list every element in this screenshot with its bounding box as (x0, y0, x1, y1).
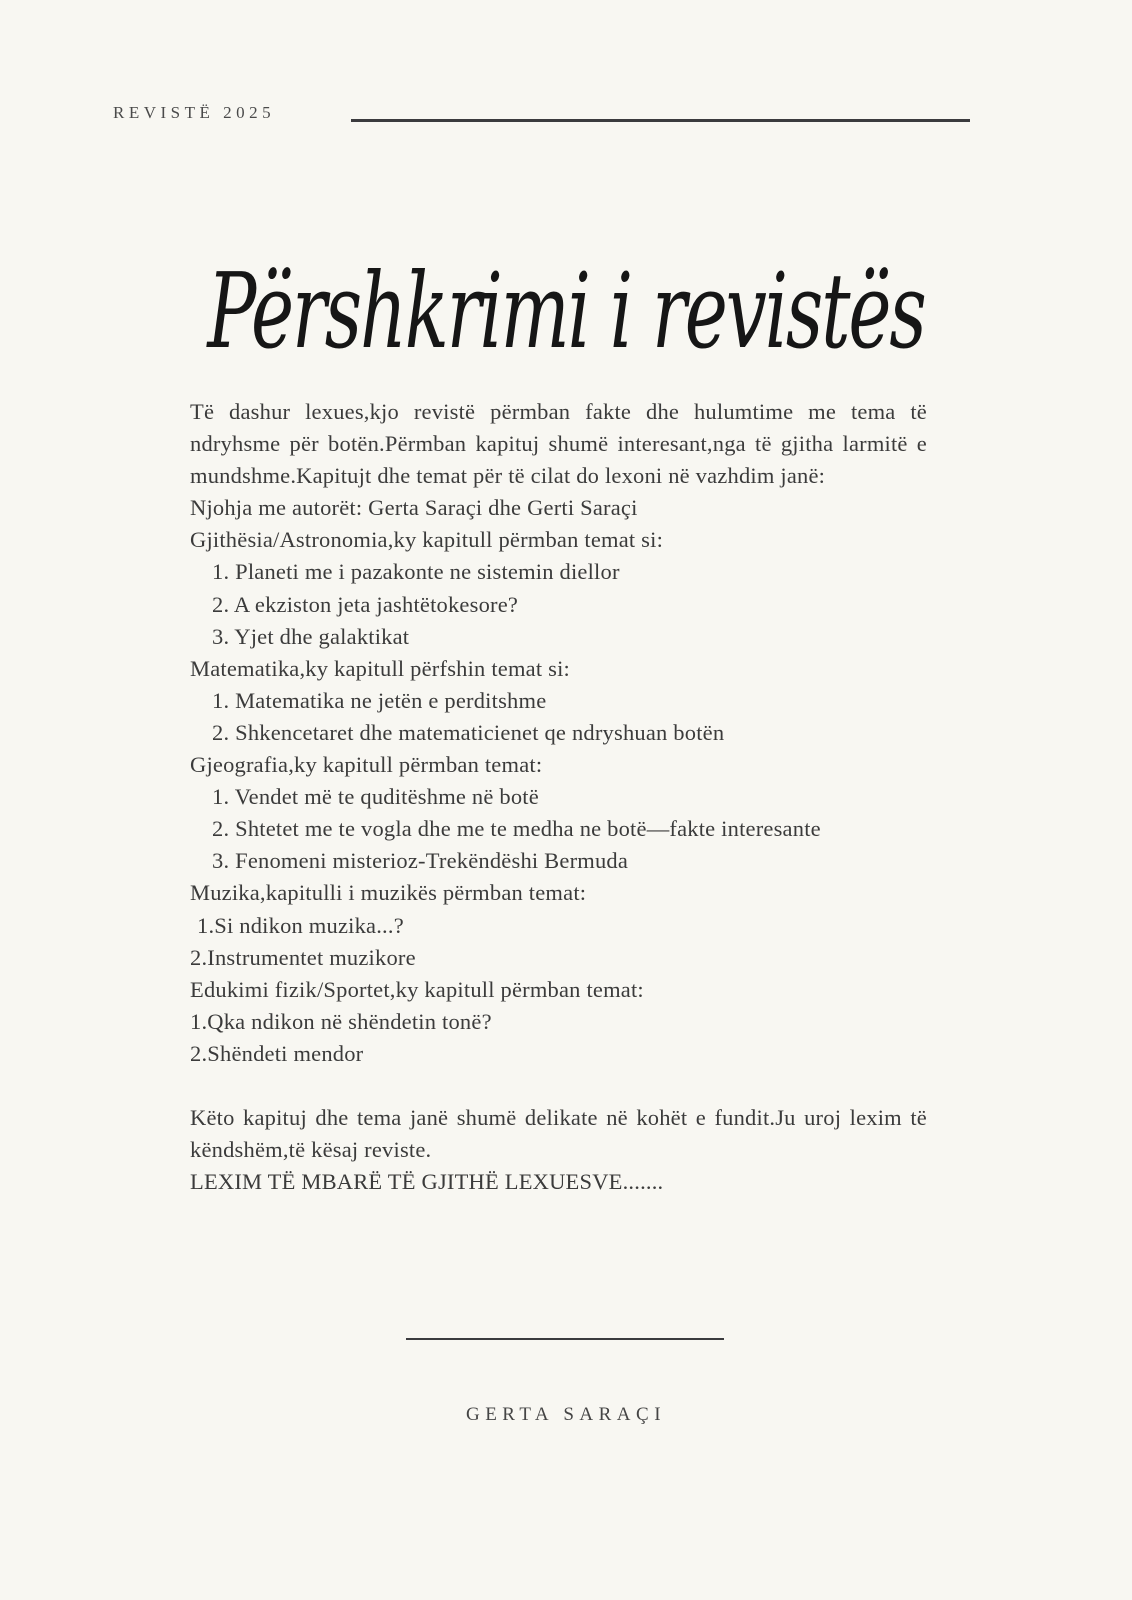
body-list-item: 3. Fenomeni misterioz-Trekëndëshi Bermuda (212, 848, 629, 874)
body-line: Matematika,ky kapitull përfshin temat si: (190, 655, 570, 681)
body-list-item: 1.Qka ndikon në shëndetin tonë? (190, 1008, 492, 1034)
body-list-item: 1. Matematika ne jetën e perditshme (212, 687, 547, 713)
body-line: Gjeografia,ky kapitull përmban temat: (190, 752, 543, 778)
page-title: Përshkrimi i revistës (207, 250, 925, 372)
body-line: Edukimi fizik/Sportet,ky kapitull përmban temat: (190, 976, 644, 1002)
body-list-item: 2.Shëndeti mendor (190, 1040, 364, 1066)
body-list-item: 2. Shkencetaret dhe matematicienet qe ndryshuan botën (212, 719, 725, 745)
body-line: Këto kapituj dhe tema janë shumë delikate në kohët e fundit.Ju uroj lexim të (190, 1105, 927, 1131)
body-list-item: 1. Planeti me i pazakonte ne sistemin diellor (212, 559, 620, 585)
closing-line: LEXIM TË MBARË TË GJITHË LEXUESVE....... (190, 1169, 664, 1195)
body-line: Të dashur lexues,kjo revistë përmban fakte dhe hulumtime me tema të (190, 399, 927, 424)
header-rule (351, 119, 970, 122)
body-list-item: 2. A ekziston jeta jashtëtokesore? (212, 591, 519, 617)
page-header (113, 100, 970, 126)
body-line: ndryhsme për botën.Përmban kapituj shumë interesant,nga të gjitha larmitë e (190, 431, 927, 457)
body-line: Gjithësia/Astronomia,ky kapitull përmban temat si: (190, 527, 664, 553)
body-list-item: 2.Instrumentet muzikore (190, 944, 416, 970)
body-line: mundshme.Kapitujt dhe temat për të cilat do lexoni në vazhdim janë: (190, 463, 826, 489)
body-line: Njohja me autorët: Gerta Saraçi dhe Gerti Saraçi (190, 495, 638, 521)
body-list-item: 2. Shtetet me te vogla dhe me te medha ne botë—fakte interesante (212, 816, 821, 842)
magazine-edition-label: REVISTË 2025 (113, 103, 276, 122)
body-list-item: 1. Vendet më te quditëshme në botë (212, 784, 539, 810)
footer-rule (406, 1338, 724, 1340)
body-line: Muzika,kapitulli i muzikës përmban temat: (190, 880, 587, 906)
body-list-item: 3. Yjet dhe galaktikat (212, 623, 410, 649)
body-line: këndshëm,të kësaj reviste. (190, 1137, 432, 1163)
author-name: GERTA SARAÇI (465, 1404, 667, 1425)
body-list-item: 1.Si ndikon muzika...? (197, 912, 404, 938)
description-body (190, 396, 927, 1198)
